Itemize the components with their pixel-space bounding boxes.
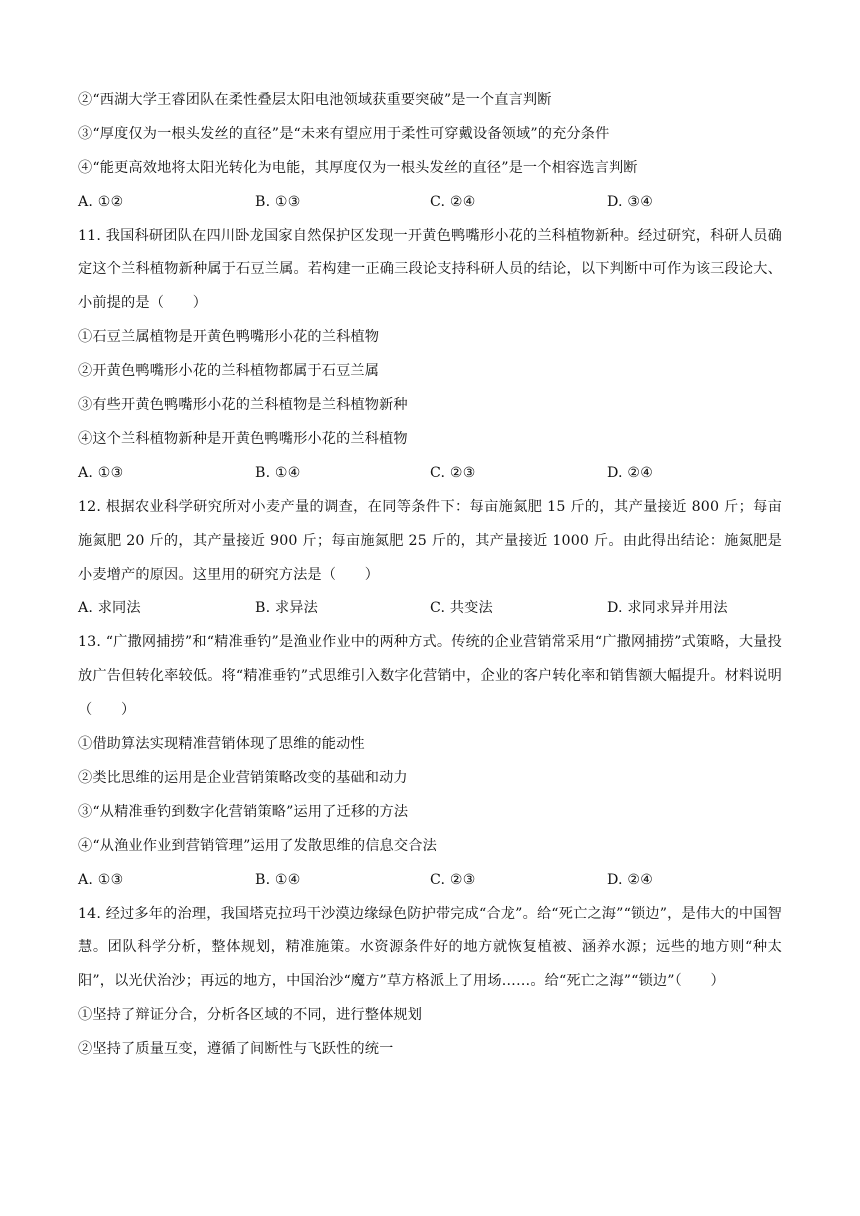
q11-stem: 11. 我国科研团队在四川卧龙国家自然保护区发现一开黄色鸭嘴形小花的兰科植物新种。经过研究，科研人员确定这个兰科植物新种属于石豆兰属。若构建一正确三段论支持科研人员的结论，以下判断中可作为该三段论大、小前提的是（ ） [78, 227, 782, 312]
q11-statement-3: ③有些开黄色鸭嘴形小花的兰科植物是兰科植物新种 [78, 397, 408, 414]
q13-option-b[interactable]: B. ①④ [255, 871, 301, 888]
q14-stem: 14. 经过多年的治理，我国塔克拉玛干沙漠边缘绿色防护带完成“合龙”。给“死亡之海”“锁边”，是伟大的中国智慧。团队科学分析，整体规划，精准施策。水资源条件好的地方就恢复植被、涵养水源；远些的地方则“种太阳”，以光伏治沙；再远的地方，中国治沙“魔方”草方格派上了用场……。给“死亡之海”“锁边”（ ） [78, 905, 782, 990]
q10-option-c[interactable]: C. ②④ [430, 193, 476, 210]
q11-option-c[interactable]: C. ②③ [430, 464, 476, 481]
q10-option-a[interactable]: A. ①② [78, 193, 124, 210]
q11-statement-1: ①石豆兰属植物是开黄色鸭嘴形小花的兰科植物 [78, 329, 380, 346]
q10-options [78, 186, 782, 220]
q11-option-d[interactable]: D. ②④ [607, 464, 654, 481]
q13-option-a[interactable]: A. ①③ [78, 871, 124, 888]
q11-option-b[interactable]: B. ①④ [255, 464, 301, 481]
q13-statement-1: ①借助算法实现精准营销体现了思维的能动性 [78, 736, 365, 753]
q13-statement-4: ④“从渔业作业到营销管理”运用了发散思维的信息交合法 [78, 837, 437, 854]
q12-option-c[interactable]: C. 共变法 [430, 600, 493, 617]
q13-statement-2: ②类比思维的运用是企业营销策略改变的基础和动力 [78, 769, 408, 786]
q11-statement-4: ④这个兰科植物新种是开黄色鸭嘴形小花的兰科植物 [78, 430, 408, 447]
q13-option-d[interactable]: D. ②④ [607, 871, 654, 888]
q13-statement-3: ③“从精准垂钓到数字化营销策略”运用了迁移的方法 [78, 803, 409, 820]
q13-option-c[interactable]: C. ②③ [430, 871, 476, 888]
q13-options [78, 864, 782, 898]
q10-statement-4: ④“能更高效地将太阳光转化为电能，其厚度仅为一根头发丝的直径”是一个相容选言判断 [78, 159, 638, 176]
q10-statement-3: ③“厚度仅为一根头发丝的直径”是“未来有望应用于柔性可穿戴设备领域”的充分条件 [78, 125, 610, 142]
q11-option-a[interactable]: A. ①③ [78, 464, 124, 481]
q14-statement-2: ②坚持了质量互变，遵循了间断性与飞跃性的统一 [78, 1041, 394, 1058]
q10-statement-2: ②“西湖大学王睿团队在柔性叠层太阳电池领域获重要突破”是一个直言判断 [78, 92, 552, 108]
q14-statement-1: ①坚持了辩证分合，分析各区域的不同，进行整体规划 [78, 1007, 423, 1024]
q10-option-b[interactable]: B. ①③ [255, 193, 301, 210]
q12-option-a[interactable]: A. 求同法 [78, 600, 141, 617]
q12-option-d[interactable]: D. 求同求异并用法 [607, 600, 728, 617]
q12-stem: 12. 根据农业科学研究所对小麦产量的调查，在同等条件下：每亩施氮肥 15 斤的，其产量接近 800 斤；每亩施氮肥 20 斤的，其产量接近 900 斤；每亩施氮肥 25 斤的，其产量接近 1000 斤。由此得出结论：施氮肥是小麦增产的原因。这里用的研究方法是（ ） [78, 498, 782, 583]
q12-options [78, 592, 782, 626]
q10-option-d[interactable]: D. ③④ [607, 193, 654, 210]
q12-option-b[interactable]: B. 求异法 [255, 600, 318, 617]
q13-stem: 13. “广撒网捕捞”和“精准垂钓”是渔业作业中的两种方式。传统的企业营销常采用“广撒网捕捞”式策略，大量投放广告但转化率较低。将“精准垂钓”式思维引入数字化营销中，企业的客户转化率和销售额大幅提升。材料说明（ ） [78, 634, 782, 719]
q11-options [78, 457, 782, 491]
q11-statement-2: ②开黄色鸭嘴形小花的兰科植物都属于石豆兰属 [78, 363, 380, 380]
question-content [78, 84, 782, 1067]
